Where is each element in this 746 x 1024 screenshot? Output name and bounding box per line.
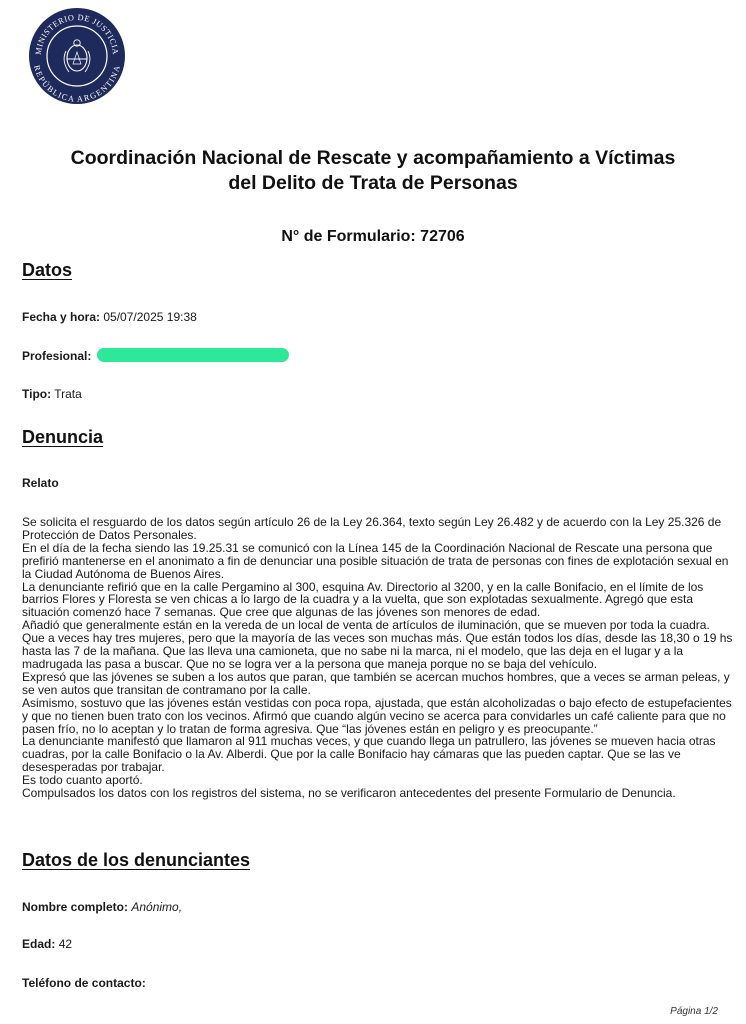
field-profesional: [22, 349, 91, 363]
relato-paragraph: Es todo cuanto aportó.: [22, 773, 143, 788]
field-label: Profesional:: [22, 349, 92, 363]
relato-paragraph: Compulsados los datos con los registros del sistema, no se verificaron antecedentes del presente Formulario de Denuncia.: [22, 786, 676, 801]
redaction-highlight: [97, 348, 289, 362]
field-label: Teléfono de contacto:: [22, 976, 146, 990]
field-label: Nombre completo:: [22, 900, 129, 914]
relato-paragraph: Añadió que generalmente están en la vereda de un local de venta de artículos de iluminación, que se mueven por toda la cuadra. Que a veces hay tres mujeres, pero que la mayoría de las veces son muchas más. Que están todos los días, desde las 18,30 o 19 hs hasta las 7 de la mañana. Que las lleva una camioneta, que no sabe ni la marca, ni el modelo, que las deja en el lugar y a la madrugada las pasa a buscar. Que no se logra ver a la persona que maneja porque no se baja del vehículo.: [22, 618, 733, 671]
field-tipo: [22, 387, 82, 401]
page-number: Página 1/2: [670, 1006, 718, 1017]
field-edad: [22, 937, 72, 951]
field-value: Anónimo,: [131, 900, 183, 914]
relato-paragraph: En el día de la fecha siendo las 19.25.31 se comunicó con la Línea 145 de la Coordinación Nacional de Rescate una persona que prefirió mantenerse en el anonimato a fin de denunciar una posible situación de trata de personas con fines de explotación sexual en la Ciudad Autónoma de Buenos Aires.: [22, 540, 729, 581]
field-label: Edad:: [22, 937, 56, 951]
field-value: 42: [58, 937, 73, 951]
relato-paragraph: La denunciante manifestó que llamaron al 911 muchas veces, y que cuando llega un patrullero, las jóvenes se mueven hacia otras cuadras, por la calle Bonifacio o la Av. Alberdi. Que por la calle Bonifacio hay cámaras que las pueden captar. Que se las ve desesperadas por trabajar.: [22, 734, 716, 775]
relato-label: Relato: [22, 476, 59, 490]
section-heading-denuncia: Denuncia: [22, 427, 104, 447]
field-label: Fecha y hora:: [22, 310, 101, 324]
field-value: Trata: [54, 387, 82, 401]
form-number: N° de Formulario: 72706: [281, 228, 465, 245]
section-heading-denunciantes: Datos de los denunciantes: [22, 850, 251, 870]
relato-paragraph: Se solicita el resguardo de los datos según artículo 26 de la Ley 26.364, texto según Ley 26.482 y de acuerdo con la Ley 25.326 de Protección de Datos Personales.: [22, 515, 722, 542]
title-line-1: Coordinación Nacional de Rescate y acompañamiento a Víctimas: [70, 147, 676, 169]
section-heading-datos: Datos: [22, 260, 73, 280]
document-title: [0, 146, 746, 196]
relato-paragraph: Asimismo, sostuvo que las jóvenes están vestidas con poca ropa, ajustada, que están alcoholizadas o bajo efecto de estupefacientes y que no tienen buen trato con los vecinos. Afirmó que cuando algún vecino se acerca para convidarles un café caliente para que no pasen frío, no lo aceptan y lo tratan de forma agresiva. Que “las jóvenes están en peligro y es preocupante.”: [22, 695, 732, 736]
field-value: 05/07/2025 19:38: [103, 310, 197, 324]
field-label: Tipo:: [22, 387, 52, 401]
field-fecha-hora: [22, 310, 197, 324]
seal-text-bottom: REPÚBLICA ARGENTINA: [32, 64, 122, 104]
relato-paragraph: Expresó que las jóvenes se suben a los autos que paran, que también se acercan muchos hombres, que a veces se arman peleas, y se ven autos que transitan de contramano por la calle.: [22, 669, 730, 697]
relato-paragraph: La denunciante refirió que en la calle Pergamino al 300, esquina Av. Directorio al 3200, y en la calle Bonifacio, en el límite de los barrios Flores y Floresta se ven chicas a lo largo de la cuadra y a la vuelta, que son explotadas sexualmente. Agregó que esta situación comenzó hace 7 semanas. Que cree que algunas de las jóvenes son menores de edad.: [22, 579, 704, 620]
ministry-seal-logo: [27, 6, 127, 106]
seal-text-top: MINISTERIO DE JUSTICIA: [33, 12, 121, 56]
relato-body: [22, 516, 734, 800]
field-nombre: [22, 900, 182, 914]
field-telefono: [22, 976, 146, 990]
title-line-2: del Delito de Trata de Personas: [228, 172, 518, 194]
